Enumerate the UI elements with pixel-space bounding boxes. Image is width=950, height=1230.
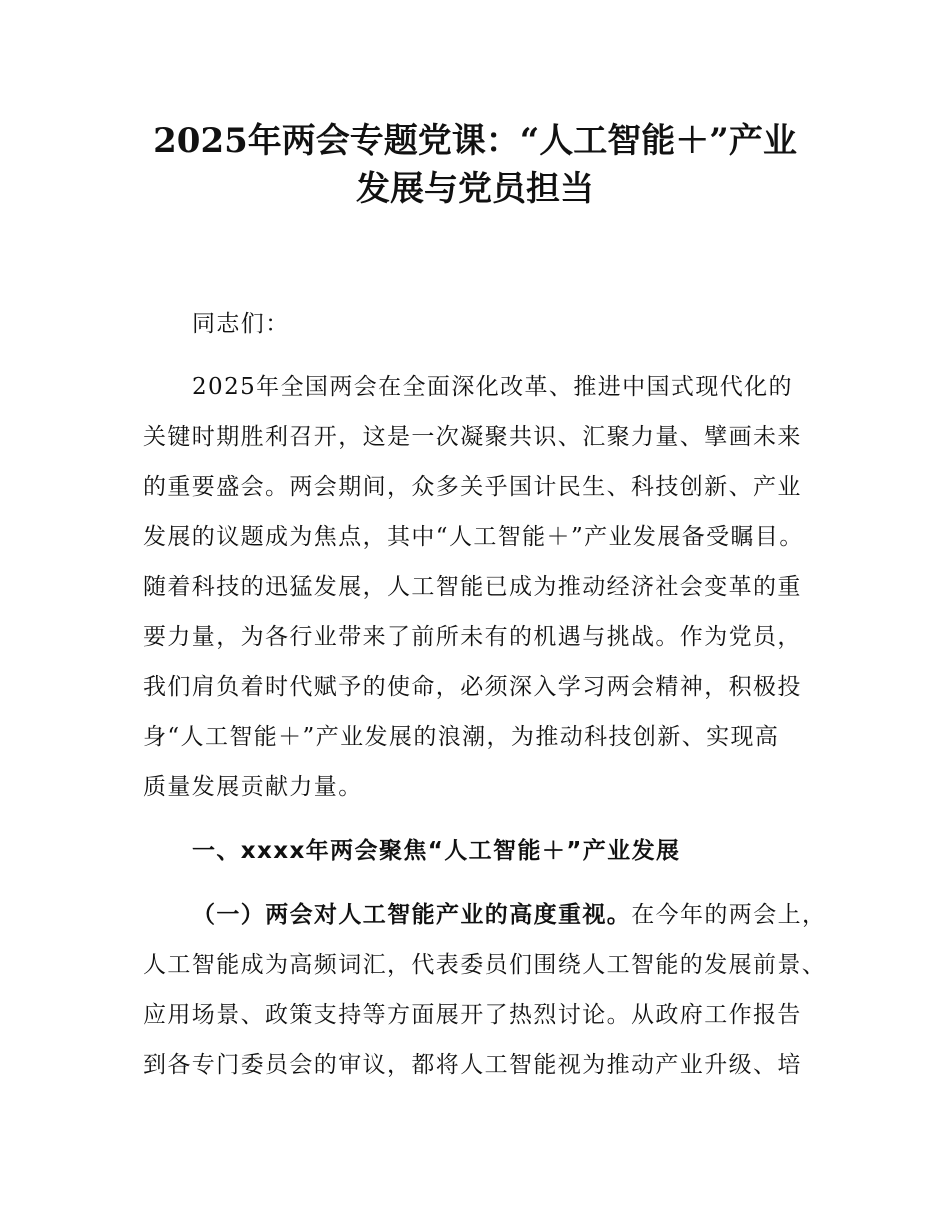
subsection-first-line	[192, 890, 826, 940]
paragraph-line: 要力量，为各行业带来了前所未有的机遇与挑战。作为党员，	[143, 624, 802, 650]
paragraph-line: 的重要盛会。两会期间，众多关乎国计民生、科技创新、产业	[143, 474, 802, 500]
paragraph-line: 质量发展贡献力量。	[143, 774, 363, 800]
paragraph-line: 身“人工智能＋”产业发展的浪潮，为推动科技创新、实现高	[143, 724, 780, 750]
paragraph-line: 我们肩负着时代赋予的使命，必须深入学习两会精神，积极投	[143, 674, 802, 700]
salutation: 同志们：	[192, 311, 290, 337]
paragraph-line: 应用场景、政策支持等方面展开了热烈讨论。从政府工作报告	[143, 1002, 802, 1028]
paragraph-line: 关键时期胜利召开，这是一次凝聚共识、汇聚力量、擘画未来	[143, 424, 802, 450]
paragraph-line: 随着科技的迅猛发展，人工智能已成为推动经济社会变革的重	[143, 574, 802, 600]
paragraph-line: 发展的议题成为焦点，其中“人工智能＋”产业发展备受瞩目。	[143, 524, 804, 550]
paragraph-line: 人工智能成为高频词汇，代表委员们围绕人工智能的发展前景、	[143, 952, 827, 978]
section-heading: 一、xxxx年两会聚焦“人工智能＋”产业发展	[192, 838, 681, 864]
paragraph-line: 到各专门委员会的审议，都将人工智能视为推动产业升级、培	[143, 1052, 802, 1078]
subsection-title: （一）两会对人工智能产业的高度重视。	[192, 901, 632, 928]
document-title-line-2: 发展与党员担当	[356, 169, 594, 209]
document-title-line-1: 2025年两会专题党课：“人工智能＋”产业	[153, 121, 797, 161]
paragraph-line: 2025年全国两会在全面深化改革、推进中国式现代化的	[192, 374, 793, 400]
subsection-text: 在今年的两会上，	[631, 902, 827, 928]
